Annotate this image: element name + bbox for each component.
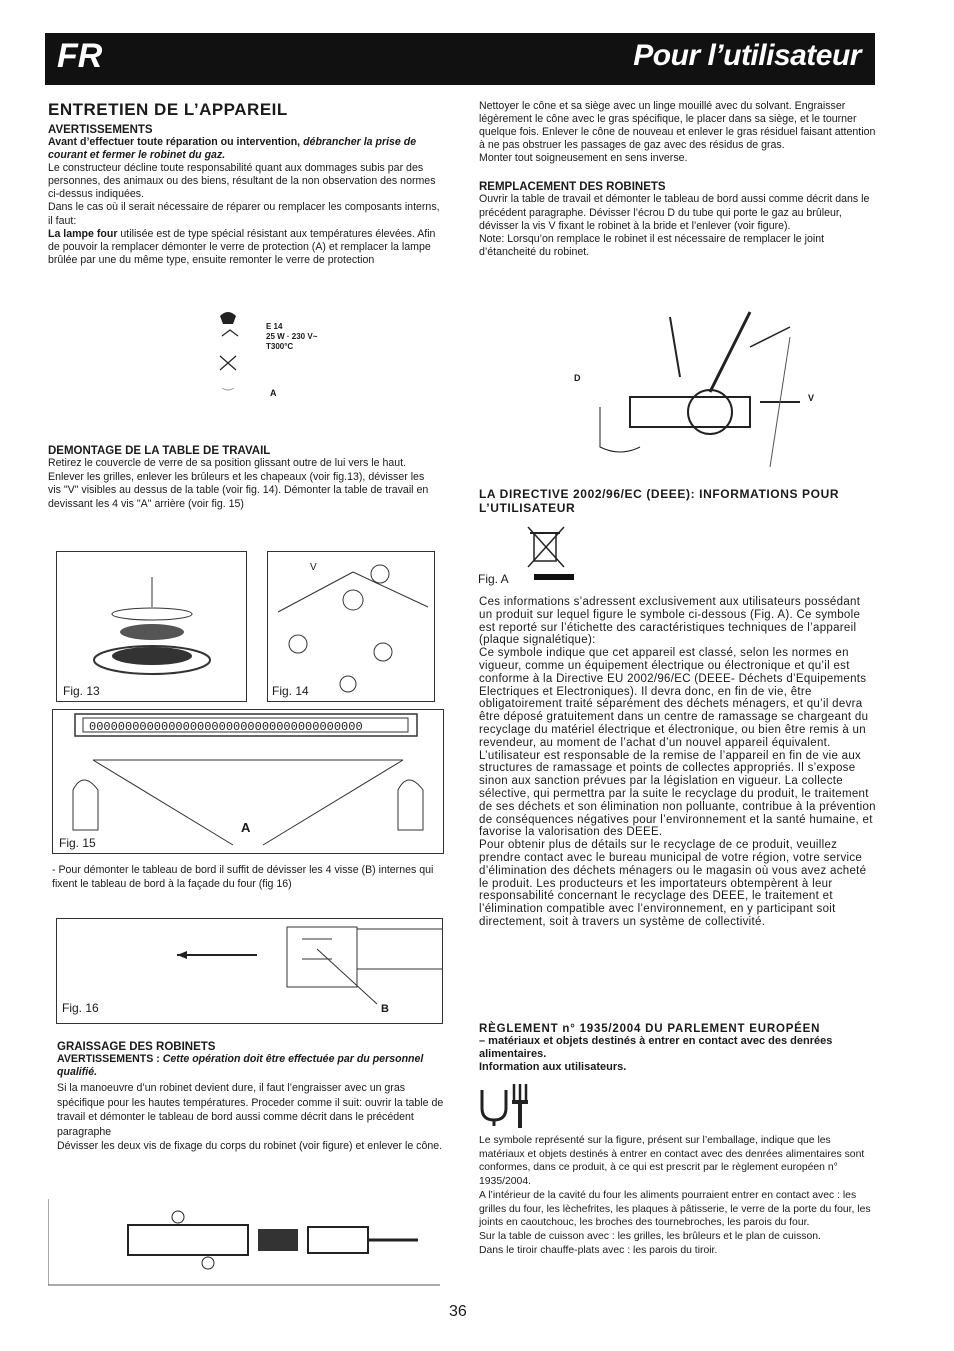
- lamp-illustration: [200, 306, 320, 406]
- language-label: FR: [57, 37, 103, 75]
- reglement-paragraph-1: Le symbole représenté sur la figure, présent sur l’emballage, indique que les matériaux et objets destinés à entrer en contact avec des denrées alimentaires sont conformes, dans ce produit, à ce qui est prescrit par le règlement européen n° 1935/2004.: [479, 1135, 865, 1188]
- graissage-warn-text: Cette opération doit être effectuée par du personnel qualifié.: [57, 1053, 424, 1079]
- left-column-graissage: [57, 1041, 447, 1154]
- reglement-info: Information aux utilisateurs.: [479, 1061, 627, 1074]
- lamp-spec-power: 25 W · 230 V~: [266, 332, 318, 341]
- page-title: Pour l’utilisateur: [633, 39, 861, 72]
- fig14-label: Fig. 14: [272, 684, 309, 698]
- warning-bold-italic: débrancher la prise de courant et fermer le robinet du gaz.: [48, 136, 417, 162]
- figure-15: [52, 709, 444, 854]
- demontage-title: DEMONTAGE DE LA TABLE DE TRAVAIL: [48, 445, 271, 457]
- left-column-top: [48, 100, 440, 267]
- graissage-warning: [57, 1053, 447, 1079]
- tap-drawing: [48, 1197, 440, 1287]
- right-column-top: [479, 100, 877, 259]
- left-column-demontage: [48, 445, 440, 512]
- paragraph-constructeur: Le constructeur décline toute responsabilité quant aux dommages subis par des personnes, des animaux ou des biens, résultant de la non observation des normes ci-dessus indiquées.: [48, 162, 436, 201]
- figure-16: [56, 918, 443, 1024]
- graissage-paragraph-1: Si la manoeuvre d’un robinet devient dure, il faut l’engraisser avec un gras spécifique pour les hautes températures. Proceder comme il suit: ouvrir la table de travail et démonter le tableau de bord aussi comme décrit dans le précédent paragraphe: [57, 1082, 444, 1138]
- fig16-label-b: B: [381, 1003, 389, 1015]
- warnings-title: AVERTISSEMENTS: [48, 124, 153, 136]
- robinet-drawing: [560, 307, 840, 475]
- lampe-text: utilisée est de type spécial résistant aux températures élevées. Afin de pouvoir la remplacer démonter le verre de protection (A) et remplacer la lampe brûlée par une du même type, ensuite remonter le verre de protection: [48, 227, 436, 266]
- graissage-title: GRAISSAGE DES ROBINETS: [57, 1041, 216, 1053]
- graissage-paragraph-2: Dévisser les deux vis de fixage du corps du robinet (voir figure) et enlever le cône.: [57, 1140, 443, 1153]
- svg-text:000000000000000000000000000000: 00000000000000000000000000000000000000: [89, 720, 363, 734]
- reglement-title: RÈGLEMENT n° 1935/2004 DU PARLEMENT EUROPÉEN: [479, 1023, 821, 1035]
- paragraph-lampe: [48, 228, 440, 267]
- robinet-label-d: D: [574, 373, 581, 383]
- fig15-label: Fig. 15: [59, 836, 96, 850]
- gas-tap-icon: [48, 1197, 440, 1287]
- fig-a-label: Fig. A: [478, 572, 509, 586]
- deee-paragraph-2: Ce symbole indique que cet appareil est classé, selon les normes en vigueur, comme un équipement électrique ou électronique et qu’il est conforme à la Directive EU 2002/96/EC (DEEE- Déchets d’Equipements Electriques et Electroniques). Il devra donc, en fin de vie, être obligatoirement traité séparément des déchets ménagers, et qu’il devra être déposé gratuitement dans un centre de ramassage se chargeant du recyclage du matériel électrique et électronique, ou bien être remis à un revendeur, au moment de l’achat d’un nouvel appareil équivalent.: [479, 647, 869, 749]
- deee-paragraph-3: L’utilisateur est responsable de la remise de l’appareil en fin de vie aux structures de ramassage et points de collectes appropriés. Il s’expose sinon aux sanction prévues par la législation en vigueur. La collecte sélective, qui permettra par la suite le recyclage du produit, le traitement de ses déchets et son élimination non polluante, contribue à la prévention de conséquences négatives pour l’environnement et la santé humaine, et favorise la valorisation des DEEE.: [479, 749, 876, 839]
- reglement-paragraph-3: Sur la table de cuisson avec : les grilles, les brûleurs et le plan de cuisson.: [479, 1230, 821, 1242]
- deee-section: [479, 487, 877, 515]
- lamp-spec-socket: E 14: [266, 322, 283, 331]
- nettoyer-paragraph: Nettoyer le cône et sa siège avec un linge mouillé avec du solvant. Engraisser légèrement le cône avec le gras spécifique, le placer dans sa siège, et le tourner quelque fois. Enlever le cône de nouveau et enlever le gras résiduel faisant attention à ne pas obstruer les passages de gaz avec des résidus de gras.: [479, 100, 876, 152]
- lamp-spec: [266, 322, 317, 352]
- remplacement-note: Note: Lorsqu’on remplace le robinet il est nécessaire de remplacer le joint d’étancheité du robinet.: [479, 232, 825, 258]
- deee-paragraph-1: Ces informations s’adressent exclusivement aux utilisateurs possédant un produit sur lequel figure le symbole ci-dessous (Fig. A). Ce symbole est reporté sur l’étichette des caractéristiques techniques de l’appareil (plaque signalétique):: [479, 596, 861, 647]
- deee-text: [479, 596, 877, 929]
- lampe-bold: La lampe four: [48, 227, 118, 240]
- tableau-paragraph-wrap: [52, 863, 444, 891]
- deee-paragraph-4: Pour obtenir plus de détails sur le recyclage de ce produit, veuillez prendre contact avec le bureau municipal de votre région, votre service d’élimination des déchets ménagers ou le magasin où vous avez acheté le produit. Les producteurs et les importateurs obtempèrent à leur responsabilité concernant le recyclage des DEEE, le traitement et l’élimination compatible avec l’environnement, en y participant soit directement, soit à travers un système de collectivité.: [479, 839, 867, 928]
- robinet-icon: [560, 307, 840, 475]
- figure-14: [267, 551, 435, 702]
- reglement-paragraph-4: Dans le tiroir chauffe-plats avec : les parois du tiroir.: [479, 1244, 718, 1256]
- reglement-paragraph-2: A l’intérieur de la cavité du four les aliments pourraient entrer en contact avec : les grilles du four, les lèchefrites, les plaques à pâtisserie, le verre de la porte du four, les joints en caoutchouc, les broches des tournebroches, les parois du four.: [479, 1189, 871, 1229]
- monter-paragraph: Monter tout soigneusement en sens inverse.: [479, 152, 688, 165]
- remplacement-title: REMPLACEMENT DES ROBINETS: [479, 181, 666, 194]
- reglement-subtitle: – matériaux et objets destinés à entrer en contact avec des denrées alimentaires.: [479, 1035, 833, 1061]
- hob-top-drawing: [268, 552, 434, 701]
- remplacement-text: Ouvrir la table de travail et démonter le tableau de bord aussi comme décrit dans le précédent paragraphe. Dévisser l’écrou D du tube qui porte le gaz au brûleur, dévisser la vis V fixant le robinet à la bride et l’enlever (voir figure).: [479, 193, 870, 232]
- tableau-text: - Pour démonter le tableau de bord il suffit de dévisser les 4 visse (B) internes qui fixent le tableau de bord à la façade du four (fig 16): [52, 864, 434, 890]
- demontage-text: Retirez le couvercle de verre de sa position glissant outre de lui vers le haut. Enlever les grilles, enlever les brûleurs et les chapeaux (voir fig.13), dévisser les vis "V" visibles au dessus de la table (voir fig. 14). Démonter la table de travail en devissant les 4 vis "A" arrière (voir fig. 15): [48, 457, 429, 511]
- fig15-label-a: A: [241, 820, 251, 835]
- deee-title: LA DIRECTIVE 2002/96/EC (DEEE): INFORMATIONS POUR L’UTILISATEUR: [479, 487, 840, 515]
- reglement-text: [479, 1134, 877, 1257]
- figure-13: [56, 551, 247, 702]
- graissage-warn-label: AVERTISSEMENTS :: [57, 1053, 160, 1065]
- robinet-label-v: V: [808, 393, 815, 403]
- lamp-icon: [200, 306, 320, 406]
- figure-a: [478, 525, 588, 590]
- lamp-spec-temp: T300°C: [266, 342, 294, 351]
- burner-drawing: [57, 552, 246, 701]
- warning-text: [48, 136, 440, 162]
- glass-fork-icon: [478, 1080, 538, 1130]
- reglement-section: [479, 1023, 877, 1074]
- fig13-label: Fig. 13: [63, 684, 100, 698]
- food-contact-symbol: [478, 1080, 538, 1130]
- paragraph-composants: Dans le cas où il serait nécessaire de réparer ou remplacer les composants interns, il faut:: [48, 201, 440, 227]
- header-banner: [45, 33, 875, 85]
- fig16-label: Fig. 16: [62, 1001, 99, 1015]
- warning-bold: Avant d’effectuer toute réparation ou intervention,: [48, 136, 301, 148]
- fig14-label-v: V: [310, 562, 317, 573]
- page-number: 36: [449, 1303, 467, 1320]
- section-title-entretien: ENTRETIEN DE L’APPAREIL: [48, 100, 288, 119]
- lamp-label-a: A: [270, 388, 277, 398]
